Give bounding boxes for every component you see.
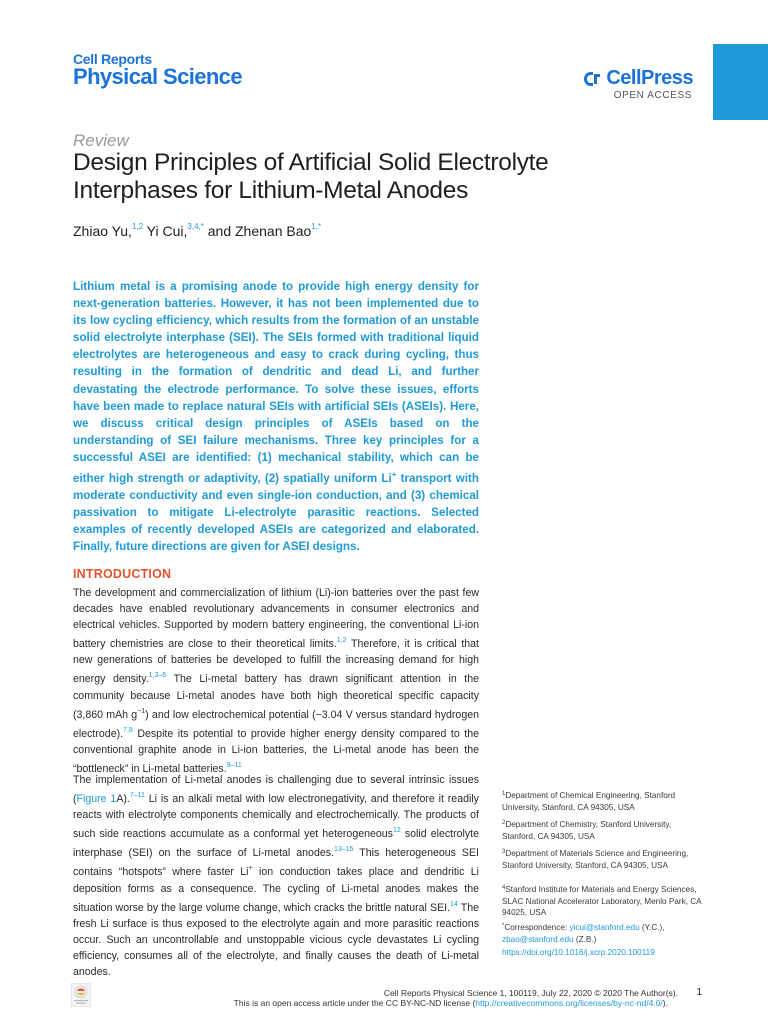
affiliation-number: 4 — [502, 885, 506, 891]
affiliation-number: 3 — [502, 849, 506, 855]
affiliation-number: 2 — [502, 820, 506, 826]
check-for-updates-icon[interactable] — [71, 983, 91, 1007]
affiliation-text: Department of Materials Science and Engineering, Stanford University, Stanford, CA 94305, USA — [502, 849, 689, 870]
article-type: Review — [73, 131, 129, 150]
author-list — [73, 222, 321, 239]
correspondence-initials: (Y.C.), — [639, 923, 665, 932]
article-title: Design Principles of Artificial Solid Electrolyte Interphases for Lithium-Metal Anodes — [73, 149, 549, 204]
affiliation-3 — [502, 847, 702, 871]
paragraph-text: A). — [116, 793, 130, 806]
author-name: Yi Cui, — [143, 223, 188, 239]
unit-exponent: −1 — [137, 707, 146, 715]
footer-license — [234, 998, 668, 1008]
email-link-zbao[interactable]: zbao@stanford.edu — [502, 934, 574, 944]
affiliation-1 — [502, 789, 702, 813]
paragraph-text: This heterogeneous SEI contains “hotspots” where faster Li — [73, 847, 479, 879]
paragraph-text: The implementation of Li-metal anodes is challenging due to several intrinsic issues ( — [73, 774, 479, 806]
body-paragraph — [73, 772, 479, 980]
paragraph-text: Therefore, it is critical that new generations of batteries be developed to fulfill the increasing demand for high energy density. — [73, 638, 479, 686]
affiliation-text: Stanford Institute for Materials and Energy Sciences, SLAC National Accelerator Laboratory, Menlo Park, CA 94025, USA — [502, 885, 702, 917]
citation-ref[interactable]: 12 — [392, 827, 401, 835]
paragraph-text: Li is an alkali metal with low electronegativity, and therefore it readily reacts with electrolyte components chemically and electrochemically. The products of such side reactions accumulate as a conformal yet heterogeneous — [73, 793, 479, 841]
doi-link[interactable]: https://doi.org/10.1016/j.xcrp.2020.100119 — [502, 948, 655, 957]
footer-citation-details: 1, 100119, July 22, 2020 © 2020 The Author(s). — [497, 988, 678, 998]
citation-ref[interactable]: 1,3–6 — [148, 672, 167, 680]
paragraph-text: The development and commercialization of lithium (Li)-ion batteries over the past few decades have enabled revolutionary advancements in consumer electronics and electrical vehicles. Supported by modern battery engineering, the conventional Li-ion battery chemistries are close to their theoretical limits. — [73, 587, 479, 651]
license-link[interactable]: http://creativecommons.org/licenses/by-nc-nd/4.0/ — [475, 998, 663, 1008]
citation-ref[interactable]: 7,8 — [123, 726, 133, 734]
license-text: ). — [662, 998, 668, 1008]
cellpress-logo[interactable] — [582, 67, 693, 90]
abstract-text: transport with moderate conductivity and even single-ion conduction, and (3) chemical passivation to mitigate Li-electrolyte parasitic reactions. Selected examples of recently developed ASEIs are categorized and elaborated. Finally, future directions are given for ASEI designs. — [73, 472, 479, 554]
citation-ref[interactable]: 9–11 — [226, 761, 242, 769]
citation-ref[interactable]: 14 — [450, 900, 458, 908]
abstract-text: Lithium metal is a promising anode to provide high energy density for next-generation batteries. However, it has not been implemented due to its low cycling efficiency, which results from the formation of an unstable solid electrolyte interphase (SEI). The SEIs formed with traditional liquid electrolytes are heterogeneous and easy to crack during cycling, thus resulting in the formation of dendritic and dead Li, and further devastating the electrode performance. To solve these issues, efforts have been made to replace natural SEIs with artificial SEIs (ASEIs). Here, we discuss critical design principles of ASEIs based on the understanding of SEI failure mechanisms. Three key principles for a successful ASEI are identified: (1) mechanical stability, which can be either high strength or adaptivity, (2) spatially uniform Li — [73, 280, 479, 486]
figure-link[interactable]: Figure 1 — [76, 793, 117, 806]
affiliation-text: Department of Chemical Engineering, Stanford University, Stanford, CA 94305, USA — [502, 791, 676, 812]
affiliation-text: Department of Chemistry, Stanford University, Stanford, CA 94305, USA — [502, 820, 672, 841]
section-heading-introduction: INTRODUCTION — [73, 567, 172, 581]
citation-ref[interactable]: 13–15 — [333, 846, 354, 854]
paragraph-text: The fresh Li surface is thus exposed to the electrolyte again and more parasitic reactions occur. Such an uncontrollable and unstoppable vicious cycle devastates Li cycling efficiency, consumes all of the electrolyte, and finally causes the death of Li-metal anodes. — [73, 901, 479, 979]
paragraph-text: solid electrolyte interphase (SEI) on the surface of Li-metal anodes. — [73, 828, 479, 860]
abstract — [73, 278, 479, 556]
superscript: + — [391, 470, 397, 480]
open-access-label: OPEN ACCESS — [613, 90, 692, 101]
cellpress-wordmark: CellPress — [606, 67, 693, 89]
author-affiliation-ref[interactable]: 1,2 — [131, 222, 144, 231]
paragraph-text: The Li-metal battery has drawn significant attention in the community because Li-metal anodes have both high theoretical specific capacity (3,860 mAh g — [73, 673, 479, 721]
affiliation-2 — [502, 818, 702, 842]
corner-color-tab — [713, 44, 768, 120]
author-affiliation-ref[interactable]: 1,* — [311, 222, 322, 231]
paragraph-text: Despite its potential to provide higher energy density compared to the conventional graphite anode in Li-ion batteries, the Li-metal anode has been the “bottleneck” in Li-metal batteries. — [73, 727, 479, 775]
body-paragraph — [73, 585, 479, 777]
footer-journal: Cell Reports Physical Science — [383, 988, 498, 998]
page-number: 1 — [696, 987, 702, 998]
author-affiliation-ref[interactable]: 3,4,* — [187, 222, 204, 231]
affiliation-number: 1 — [502, 791, 506, 797]
paragraph-text: ion conduction takes place and dendritic Li deposition forms as a consequence. The cycling of Li-metal anodes makes the situation worse by the large volume change, which cracks the brittle natural SEI. — [73, 866, 479, 914]
email-link-yicui[interactable]: yicui@stanford.edu — [569, 923, 640, 932]
paragraph-text: ) and low electrochemical potential (−3.04 V versus standard hydrogen electrode). — [73, 708, 479, 740]
cellpress-mark-icon — [582, 70, 602, 88]
ion-charge: + — [248, 865, 253, 873]
correspondence-label: Correspondence: — [504, 923, 570, 932]
journal-name-line1: Cell Reports — [73, 51, 152, 67]
author-name: Zhiao Yu, — [73, 223, 132, 239]
affiliation-4 — [502, 883, 702, 919]
citation-ref[interactable]: 1,2 — [336, 637, 347, 645]
author-name: and Zhenan Bao — [203, 223, 312, 239]
journal-name-line2: Physical Science — [73, 64, 242, 89]
correspondence-marker: * — [502, 923, 505, 929]
citation-ref[interactable]: 7–11 — [129, 792, 145, 800]
footer-citation — [384, 988, 678, 998]
correspondence — [502, 921, 702, 945]
correspondence-initials: (Z.B.) — [573, 934, 597, 944]
license-text: This is an open access article under the CC BY-NC-ND license ( — [233, 998, 476, 1008]
